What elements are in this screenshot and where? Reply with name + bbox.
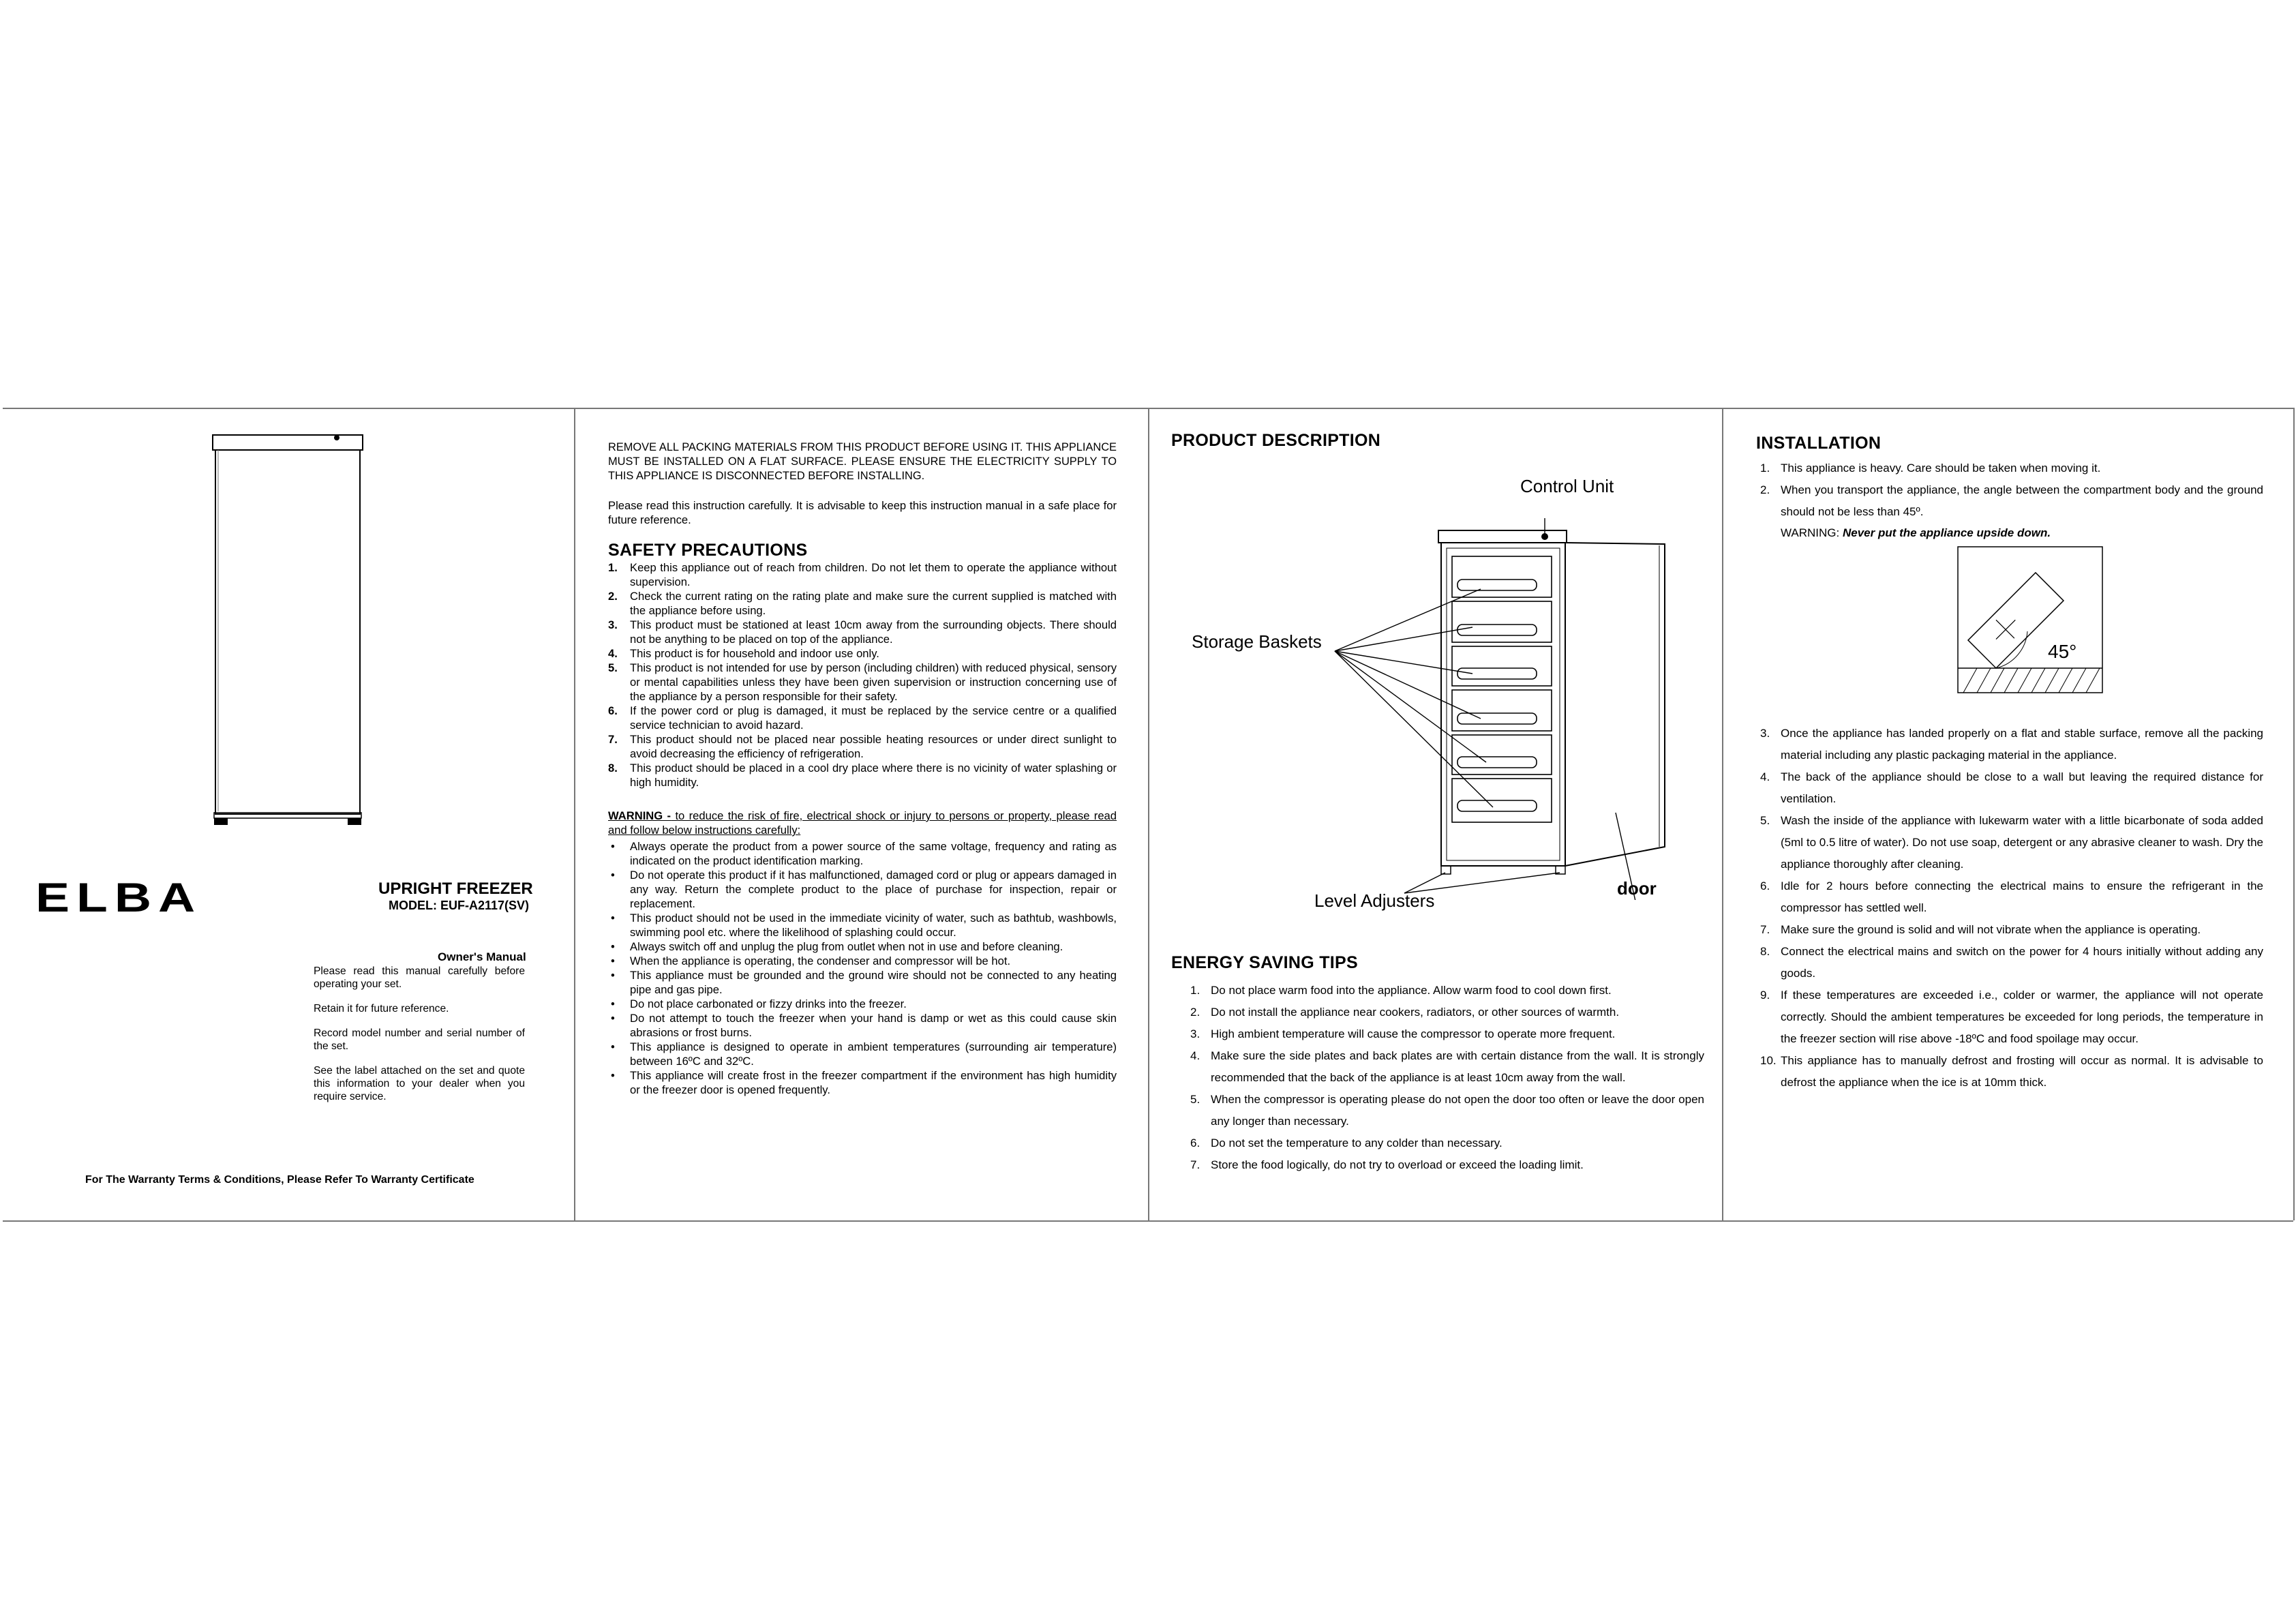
installation-step <box>1760 810 2263 875</box>
list-text: This product must be stationed at least 10cm away from the surrounding objects. There should not be anything to be placed on top of the appliance. <box>630 618 1117 646</box>
list-text: Always switch off and unplug the plug from outlet when not in use and before cleaning. <box>630 940 1063 953</box>
installation-step <box>1760 984 2263 1050</box>
safety-item <box>608 704 1117 732</box>
bullet-icon: • <box>611 912 615 924</box>
list-number: 7. <box>608 733 618 746</box>
installation-step <box>1760 723 2263 766</box>
warning-label: WARNING - <box>608 809 671 822</box>
list-text: Always operate the product from a power source of the same voltage, frequency and rating as indicated on the product identification marking. <box>630 840 1117 867</box>
warning-item <box>608 997 1117 1011</box>
list-number: 2. <box>1760 483 1770 496</box>
installation-warning <box>1756 523 2263 543</box>
bullet-icon: • <box>611 1012 615 1025</box>
list-text: The back of the appliance should be close to a wall but leaving the required distance for ventilation. <box>1781 770 2263 805</box>
list-number: 2. <box>608 590 618 603</box>
list-text: Connect the electrical mains and switch on the power for 4 hours initially without adding any goods. <box>1781 945 2263 980</box>
safety-item <box>608 646 1117 661</box>
warning-emphasis: Never put the appliance upside down. <box>1842 526 2051 539</box>
model-number: MODEL: EUF-A2117(SV) <box>389 899 530 912</box>
list-number: 4. <box>1190 1049 1200 1062</box>
paragraph: Please read this manual carefully before operating your set. <box>314 965 525 990</box>
warning-item <box>608 868 1117 911</box>
brand-logo: ELBA <box>35 875 202 920</box>
list-number: 6. <box>1760 879 1770 892</box>
list-text: Do not attempt to touch the freezer when your hand is damp or wet as this could cause skin abrasions or frost burns. <box>630 1012 1117 1039</box>
list-text: If these temperatures are exceeded i.e., colder or warmer, the appliance will not operate correctly. Should the ambient temperatures be exceeded for long periods, the temperature in the freezer section will rise above -18ºC and food spoilage may occur. <box>1781 989 2263 1045</box>
installation-step <box>1760 1050 2263 1094</box>
installation-step <box>1760 479 2263 523</box>
list-number: 9. <box>1760 989 1770 1002</box>
bullet-icon: • <box>611 940 615 953</box>
installation-list-top <box>1760 457 2263 523</box>
list-text: Do not operate this product if it has malfunctioned, damaged cord or plug or appears damaged in any way. Return the complete product to the place of purchase for inspection, repair or replacement. <box>630 869 1117 910</box>
list-number: 1. <box>1760 462 1770 475</box>
safety-item <box>608 560 1117 589</box>
warning-item <box>608 968 1117 997</box>
panel-energy <box>1171 953 1704 1176</box>
list-number: 5. <box>1760 814 1770 827</box>
list-text: This product should be placed in a cool dry place where there is no vicinity of water splashing or high humidity. <box>630 762 1117 789</box>
list-text: Do not place carbonated or fizzy drinks into the freezer. <box>630 997 907 1010</box>
list-text: This appliance is heavy. Care should be taken when moving it. <box>1781 462 2101 475</box>
energy-tip <box>1190 980 1704 1002</box>
warning-item <box>608 954 1117 968</box>
installation-heading: INSTALLATION <box>1756 434 1882 453</box>
energy-list <box>1190 980 1704 1176</box>
list-number: 1. <box>1190 984 1200 997</box>
panel-installation-bottom <box>1760 723 2263 1094</box>
energy-tip <box>1190 1154 1704 1176</box>
bullet-icon: • <box>611 954 615 967</box>
panel-safety <box>608 440 1117 1097</box>
safety-heading: SAFETY PRECAUTIONS <box>608 541 808 560</box>
door-label: door <box>1617 878 1657 899</box>
warning-item <box>608 1011 1117 1040</box>
list-number: 3. <box>608 618 618 631</box>
safety-item <box>608 732 1117 761</box>
list-text: Store the food logically, do not try to overload or exceed the loading limit. <box>1211 1158 1584 1171</box>
list-number: 8. <box>1760 945 1770 958</box>
safety-item <box>608 661 1117 704</box>
freezer-front-illustration <box>205 431 375 833</box>
list-number: 10. <box>1760 1054 1777 1067</box>
product-title: UPRIGHT FREEZER <box>378 879 533 898</box>
warning-item <box>608 839 1117 868</box>
list-number: 6. <box>608 704 618 717</box>
list-text: When the appliance is operating, the condenser and compressor will be hot. <box>630 954 1011 967</box>
list-number: 7. <box>1760 923 1770 936</box>
list-text: Do not install the appliance near cookers, radiators, or other sources of warmth. <box>1211 1006 1620 1019</box>
list-text: This appliance will create frost in the freezer compartment if the environment has high humidity or the freezer door is opened frequently. <box>630 1069 1117 1096</box>
panel-product <box>1171 431 1380 451</box>
safety-item <box>608 589 1117 618</box>
panel-divider <box>1722 408 1723 1220</box>
list-number: 8. <box>608 762 618 775</box>
bullet-icon: • <box>611 1040 615 1053</box>
list-number: 1. <box>608 561 618 574</box>
warning-intro <box>608 809 1117 837</box>
list-number: 3. <box>1190 1027 1200 1040</box>
bullet-icon: • <box>611 997 615 1010</box>
list-text: This product should not be placed near possible heating resources or under direct sunlight to avoid decreasing the efficiency of refrigeration. <box>630 733 1117 760</box>
installation-step <box>1760 919 2263 941</box>
list-text: Idle for 2 hours before connecting the electrical mains to ensure the refrigerant in the compressor has settled well. <box>1781 879 2263 914</box>
level-adjusters-label: Level Adjusters <box>1314 890 1435 911</box>
list-text: Check the current rating on the rating plate and make sure the current supplied is matched with the appliance before using. <box>630 590 1117 617</box>
list-text: Once the appliance has landed properly on a flat and stable surface, remove all the packing material including any plastic packaging material in the appliance. <box>1781 727 2263 762</box>
list-text: When the compressor is operating please do not open the door too often or leave the door open any longer than necessary. <box>1211 1093 1704 1128</box>
paragraph: Retain it for future reference. <box>314 1003 449 1014</box>
warning-item <box>608 939 1117 954</box>
list-number: 5. <box>1190 1093 1200 1106</box>
energy-tip <box>1190 1045 1704 1089</box>
energy-tip <box>1190 1089 1704 1132</box>
list-number: 7. <box>1190 1158 1200 1171</box>
owners-manual-body <box>314 965 525 1115</box>
list-text: Keep this appliance out of reach from children. Do not let them to operate the appliance without supervision. <box>630 561 1117 588</box>
list-number: 5. <box>608 661 618 674</box>
list-text: This appliance must be grounded and the ground wire should not be connected to any heating pipe and gas pipe. <box>630 969 1117 996</box>
list-text: Wash the inside of the appliance with lukewarm water with a little bicarbonate of soda added (5ml to 0.5 litre of water). Do not use soap, detergent or any abrasive cleaner to wash. Dry the appliance thoroughly after cleaning. <box>1781 814 2263 871</box>
list-text: This product is for household and indoor use only. <box>630 647 879 660</box>
list-number: 2. <box>1190 1006 1200 1019</box>
installation-step <box>1760 941 2263 984</box>
installation-step <box>1760 875 2263 919</box>
panel-divider <box>1148 408 1149 1220</box>
tilt-angle-diagram <box>1957 545 2106 695</box>
safety-item <box>608 618 1117 646</box>
warning-item <box>608 1040 1117 1068</box>
list-text: When you transport the appliance, the angle between the compartment body and the ground should not be less than 45º. <box>1781 483 2263 518</box>
angle-label: 45° <box>2048 641 2077 662</box>
energy-tip <box>1190 1132 1704 1154</box>
list-text: This product is not intended for use by person (including children) with reduced physical, sensory or mental capabilities unless they have been given supervision or instruction concerning use of the appliance by a person responsible for their safety. <box>630 661 1117 703</box>
list-text: Do not place warm food into the appliance. Allow warm food to cool down first. <box>1211 984 1612 997</box>
warning-item <box>608 1068 1117 1097</box>
panel-divider <box>2293 408 2295 1220</box>
list-text: This appliance has to manually defrost and frosting will occur as normal. It is advisable to defrost the appliance when the ice is at 10mm thick. <box>1781 1054 2263 1089</box>
energy-tip <box>1190 1023 1704 1045</box>
energy-saving-heading: ENERGY SAVING TIPS <box>1171 953 1358 972</box>
list-text: This product should not be used in the immediate vicinity of water, such as bathtub, washbowls, swimming pool etc. where the likelihood of splashing could occur. <box>630 912 1117 939</box>
list-text: High ambient temperature will cause the compressor to operate more frequent. <box>1211 1027 1616 1040</box>
warning-text: to reduce the risk of fire, electrical shock or injury to persons or property, please read and follow below instructions carefully: <box>608 809 1117 837</box>
product-diagram <box>1295 518 1718 900</box>
owners-manual-heading: Owner's Manual <box>438 950 526 963</box>
list-number: 3. <box>1760 727 1770 740</box>
safety-list <box>608 560 1117 790</box>
panel-divider <box>574 408 575 1220</box>
installation-list-bottom <box>1760 723 2263 1094</box>
list-text: If the power cord or plug is damaged, it must be replaced by the service centre or a qualified service technician to avoid hazard. <box>630 704 1117 732</box>
list-number: 4. <box>608 647 618 660</box>
read-note: Please read this instruction carefully. It is advisable to keep this instruction manual in a safe place for future reference. <box>608 499 1117 526</box>
bullet-icon: • <box>611 869 615 882</box>
bullet-icon: • <box>611 969 615 982</box>
paragraph: Record model number and serial number of the set. <box>314 1027 525 1052</box>
list-number: 6. <box>1190 1137 1200 1149</box>
installation-step <box>1760 457 2263 479</box>
list-text: This appliance is designed to operate in ambient temperatures (surrounding air temperature) between 16ºC and 32ºC. <box>630 1040 1117 1068</box>
list-text: Make sure the side plates and back plates are with certain distance from the wall. It is strongly recommended that the back of the appliance is at least 10cm away from the wall. <box>1211 1049 1704 1084</box>
paragraph: See the label attached on the set and quote this information to your dealer when you require service. <box>314 1065 525 1102</box>
energy-tip <box>1190 1002 1704 1023</box>
bullet-icon: • <box>611 1069 615 1082</box>
safety-item <box>608 761 1117 790</box>
list-text: Make sure the ground is solid and will not vibrate when the appliance is operating. <box>1781 923 2201 936</box>
warning-list <box>608 839 1117 1097</box>
warning-prefix: WARNING: <box>1781 526 1843 539</box>
storage-baskets-label: Storage Baskets <box>1192 631 1322 652</box>
product-description-heading: PRODUCT DESCRIPTION <box>1171 431 1381 450</box>
installation-step <box>1760 766 2263 810</box>
list-number: 4. <box>1760 770 1770 783</box>
list-text: Do not set the temperature to any colder than necessary. <box>1211 1137 1502 1149</box>
panel-installation <box>1756 434 2263 543</box>
warning-item <box>608 911 1117 939</box>
control-unit-label: Control Unit <box>1520 476 1614 496</box>
bullet-icon: • <box>611 840 615 853</box>
intro-text: REMOVE ALL PACKING MATERIALS FROM THIS PRODUCT BEFORE USING IT. THIS APPLIANCE MUST BE INSTALLED ON A FLAT SURFACE. PLEASE ENSURE THE ELECTRICITY SUPPLY TO THIS APPLIANCE IS DISCONNECTED BEFORE INSTALLING. <box>608 441 1117 482</box>
warranty-note: For The Warranty Terms & Conditions, Please Refer To Warranty Certificate <box>85 1174 474 1186</box>
